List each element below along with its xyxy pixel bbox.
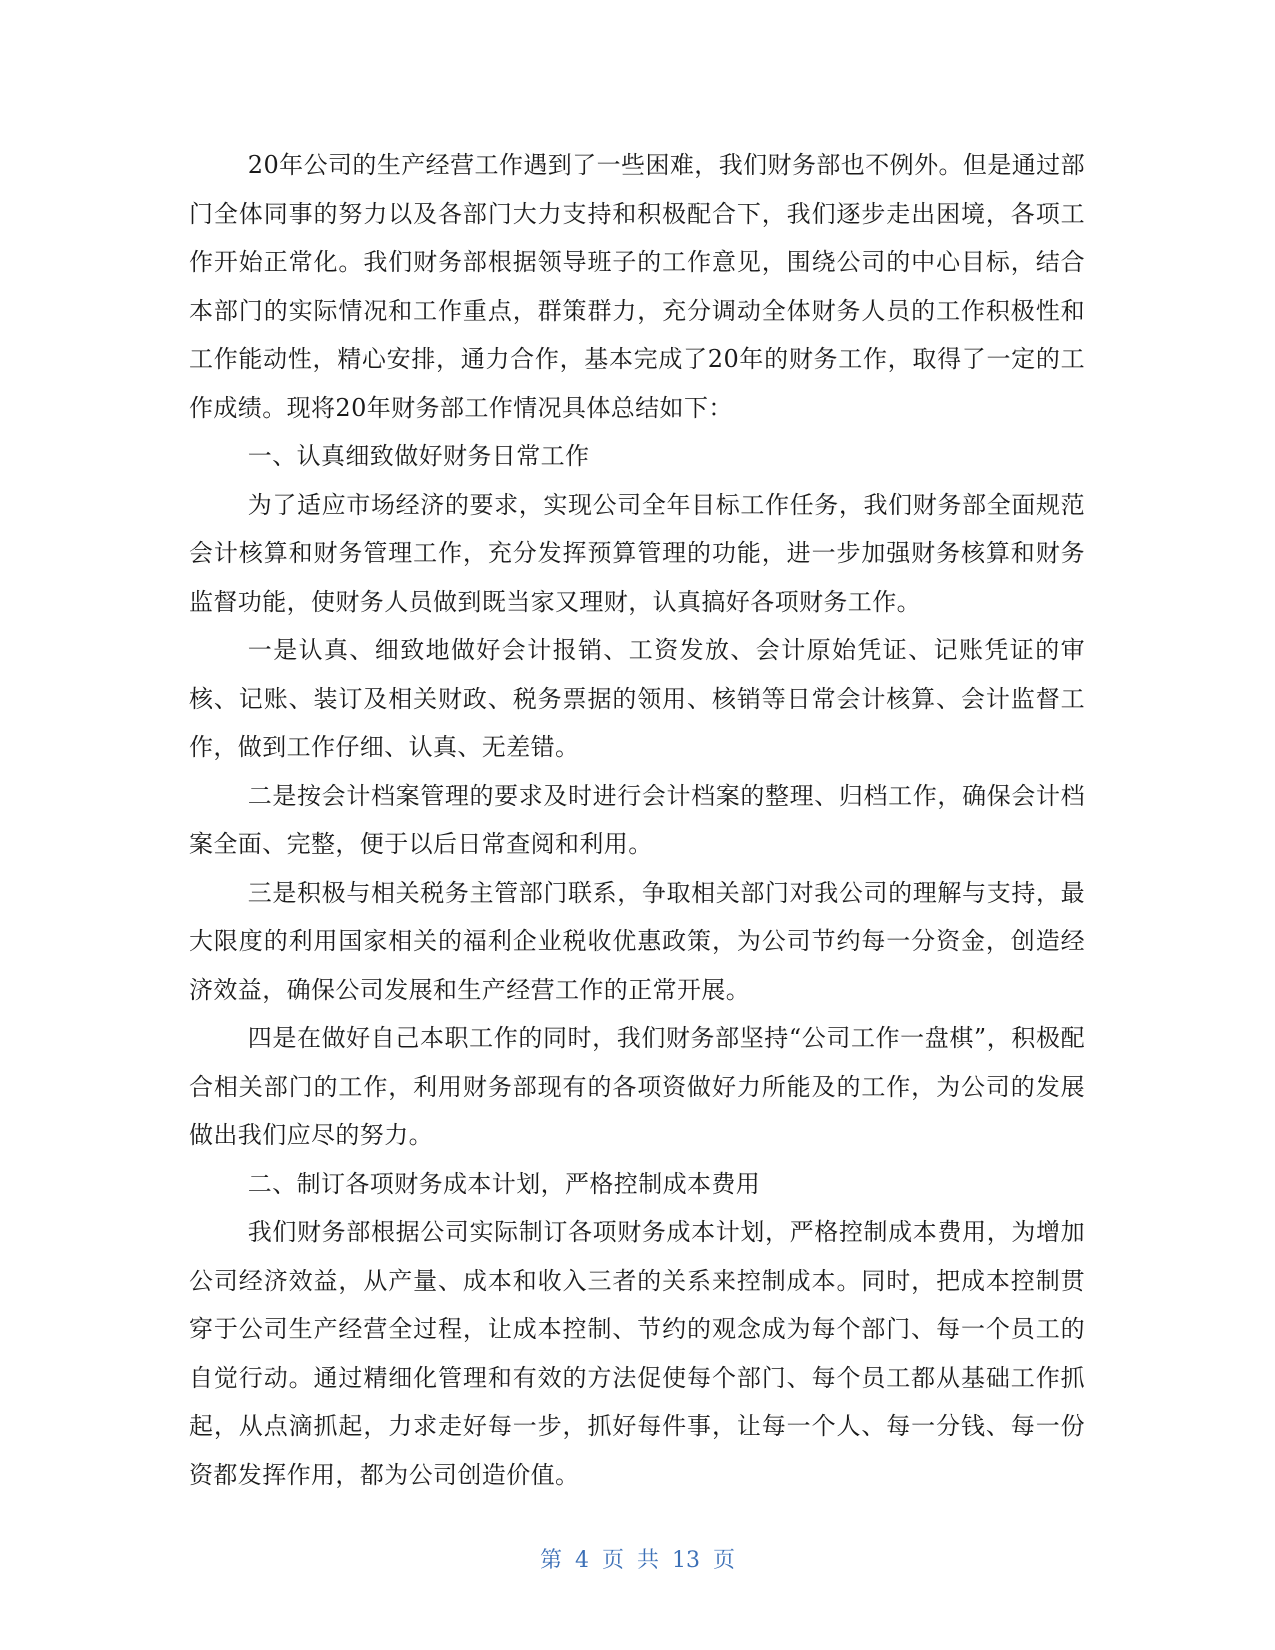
paragraph: 三是积极与相关税务主管部门联系，争取相关部门对我公司的理解与支持，最大限度的利用国家相关的福利企业税收优惠政策，为公司节约每一分资金，创造经济效益，确保公司发展和生产经营工作的正常开展。 — [189, 878, 1085, 1004]
page-number-footer: 第 4 页 共 13 页 — [540, 1548, 735, 1573]
section-heading-2: 二、制订各项财务成本计划，严格控制成本费用 — [247, 1169, 761, 1198]
paragraph: 二是按会计档案管理的要求及时进行会计档案的整理、归档工作，确保会计档案全面、完整，便于以后日常查阅和利用。 — [189, 781, 1085, 858]
paragraph-intro: 20年公司的生产经营工作遇到了一些困难，我们财务部也不例外。但是通过部门全体同事的努力以及各部门大力支持和积极配合下，我们逐步走出困境，各项工作开始正常化。我们财务部根据领导班子的工作意见，围绕公司的中心目标，结合本部门的实际情况和工作重点，群策群力，充分调动全体财务人员的工作积极性和工作能动性，精心安排，通力合作，基本完成了20年的财务工作，取得了一定的工作成绩。现将20年财务部工作情况具体总结如下： — [189, 151, 1085, 422]
section-heading-1: 一、认真细致做好财务日常工作 — [247, 442, 590, 470]
paragraph: 一是认真、细致地做好会计报销、工资发放、会计原始凭证、记账凭证的审核、记账、装订及相关财政、税务票据的领用、核销等日常会计核算、会计监督工作，做到工作仔细、认真、无差错。 — [189, 636, 1085, 761]
document-body — [189, 141, 1085, 1499]
paragraph: 我们财务部根据公司实际制订各项财务成本计划，严格控制成本费用，为增加公司经济效益，从产量、成本和收入三者的关系来控制成本。同时，把成本控制贯穿于公司生产经营全过程，让成本控制、节约的观念成为每个部门、每一个员工的自觉行动。通过精细化管理和有效的方法促使每个部门、每个员工都从基础工作抓起，从点滴抓起，力求走好每一步，抓好每件事，让每一个人、每一分钱、每一份资都发挥作用，都为公司创造价值。 — [189, 1218, 1085, 1489]
paragraph: 为了适应市场经济的要求，实现公司全年目标工作任务，我们财务部全面规范会计核算和财务管理工作，充分发挥预算管理的功能，进一步加强财务核算和财务监督功能，使财务人员做到既当家又理财，认真搞好各项财务工作。 — [189, 490, 1085, 616]
paragraph: 四是在做好自己本职工作的同时，我们财务部坚持“公司工作一盘棋”，积极配合相关部门的工作，利用财务部现有的各项资做好力所能及的工作，为公司的发展做出我们应尽的努力。 — [189, 1024, 1085, 1149]
